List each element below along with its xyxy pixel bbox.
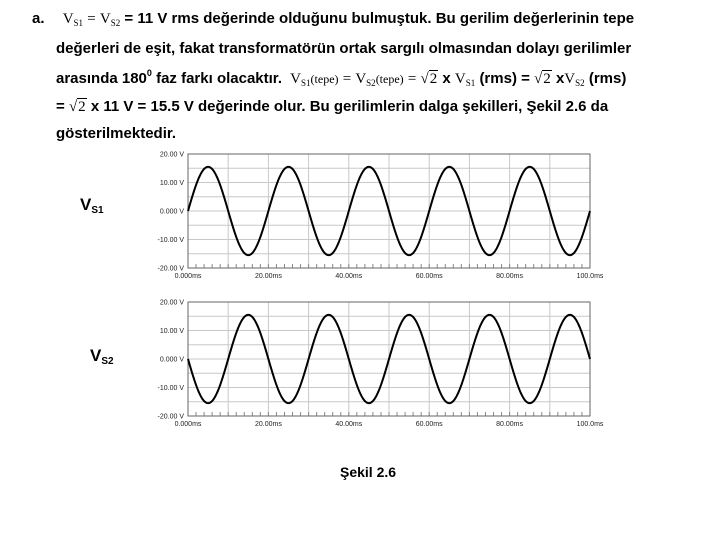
line-2 (56, 40, 631, 57)
equals-sign: = (87, 11, 96, 27)
line-1-text: = 11 V rms değerinde olduğunu bulmuştuk. Bu gerilim değerlerinin tepe (124, 10, 635, 27)
item-label: a. (32, 10, 45, 27)
x-tick-label: 0.000ms (174, 421, 202, 428)
y-tick-label: -10.00 V (157, 385, 184, 392)
x-tick-label: 80.00ms (496, 421, 524, 428)
y-tick-label: -20.00 V (157, 265, 184, 273)
line-5-text: gösterilmektedir. (56, 125, 177, 142)
line-3-text-b: faz farkı olacaktır. (151, 70, 282, 87)
vs2-chart-label: $V_{S2}$ (90, 346, 114, 367)
x-tick-label: 20.00ms (254, 273, 282, 280)
times-2: x (555, 70, 565, 87)
x-tick-label: 60.00ms (415, 273, 443, 280)
y-tick-label: 10.00 V (159, 328, 184, 335)
y-tick-label: 0.000 V (159, 208, 184, 216)
x-tick-label: 40.00ms (335, 421, 363, 428)
sqrt-2-c: √2 (68, 99, 86, 115)
y-tick-label: 20.00 V (159, 151, 184, 159)
y-tick-label: -20.00 V (157, 413, 184, 421)
sqrt-2-b: √2 (534, 71, 551, 87)
vs2-waveform-plot (140, 296, 620, 436)
sqrt-2: √2 (420, 71, 438, 87)
line-3-text-a: arasında 180 (56, 70, 147, 87)
line-4-text: x 11 V = 15.5 V değerinde olur. Bu gerilimlerin dalga şekilleri, Şekil 2.6 da (90, 98, 609, 115)
line-4 (56, 98, 608, 116)
figure-caption: Şekil 2.6 (332, 458, 440, 486)
line-5 (56, 125, 176, 142)
vs2-peak: $V_{S2}(tepe)$ (355, 71, 404, 88)
y-tick-label: -10.00 V (157, 237, 184, 244)
vs1-symbol: $V_{S1}$ (62, 11, 84, 28)
line-4-equals: = (56, 98, 65, 115)
y-tick-label: 0.000 V (159, 356, 184, 364)
line-3 (56, 68, 626, 88)
x-tick-label: 100.0ms (576, 273, 604, 280)
x-tick-label: 40.00ms (335, 273, 363, 280)
times-1: x (442, 70, 451, 87)
vs1-chart-label: $V_{S1}$ (80, 195, 104, 216)
line-2-text: değerleri de eşit, fakat transformatörün ortak sargılı olmasından dolayı gerilimler (56, 40, 632, 57)
vs2-symbol: $V_{S2}$ (99, 11, 121, 28)
x-tick-label: 20.00ms (254, 421, 282, 428)
degree-superscript: 0 (146, 68, 152, 78)
y-tick-label: 10.00 V (159, 180, 184, 187)
vs2-chart (140, 296, 620, 436)
equals-1: = (342, 71, 352, 87)
vs1-peak: $V_{S1}(tepe)$ (290, 71, 339, 88)
rms-equals: (rms) = (479, 70, 530, 87)
y-tick-label: 20.00 V (159, 299, 184, 307)
line-1 (32, 10, 634, 28)
equals-2: = (407, 71, 417, 87)
vs2-rms: $V_{S2}$ (564, 71, 585, 88)
x-tick-label: 100.0ms (576, 421, 604, 428)
x-tick-label: 80.00ms (496, 273, 524, 280)
vs1-rms: $V_{S1}$ (454, 71, 476, 88)
x-tick-label: 60.00ms (415, 421, 443, 428)
x-tick-label: 0.000ms (174, 273, 202, 280)
rms-end: (rms) (588, 70, 627, 87)
vs1-waveform-plot (140, 148, 620, 288)
vs1-chart (140, 148, 620, 288)
